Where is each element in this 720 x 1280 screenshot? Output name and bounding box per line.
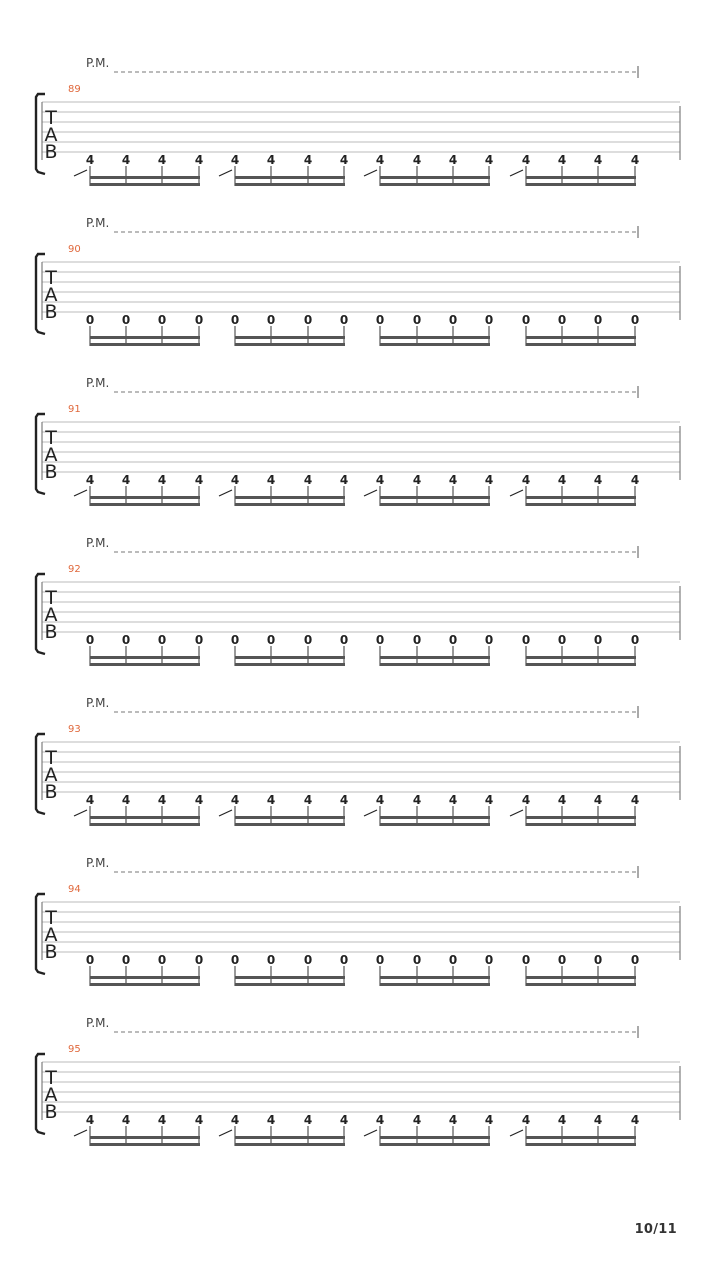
- fret-number: 0: [630, 633, 640, 647]
- fret-number: 4: [448, 473, 458, 487]
- fret-number: 4: [484, 473, 494, 487]
- fret-number: 4: [230, 473, 240, 487]
- fret-number: 0: [303, 633, 313, 647]
- fret-number: 4: [412, 793, 422, 807]
- fret-number: 4: [303, 153, 313, 167]
- tab-clef-letter: B: [44, 781, 58, 803]
- beam-secondary: [526, 343, 636, 346]
- measure-number: 89: [68, 84, 81, 95]
- beam-secondary: [235, 983, 345, 986]
- fret-number: 0: [593, 313, 603, 327]
- fret-number: 4: [375, 793, 385, 807]
- fret-number: 4: [85, 793, 95, 807]
- fret-number: 0: [121, 953, 131, 967]
- palm-mute-label: P.M.: [86, 1016, 110, 1030]
- tab-clef-letter: A: [44, 604, 58, 626]
- fret-number: 0: [157, 313, 167, 327]
- fret-number: 0: [521, 953, 531, 967]
- fret-number: 4: [593, 793, 603, 807]
- slide-mark: [510, 1130, 523, 1136]
- tab-staff: [0, 696, 720, 856]
- fret-number: 0: [303, 313, 313, 327]
- fret-number: 4: [303, 793, 313, 807]
- fret-number: 4: [593, 473, 603, 487]
- tab-staff: [0, 856, 720, 1016]
- fret-number: 0: [339, 313, 349, 327]
- fret-number: 4: [448, 1113, 458, 1127]
- fret-number: 0: [230, 313, 240, 327]
- slide-mark: [74, 170, 87, 176]
- beam-secondary: [90, 983, 200, 986]
- fret-number: 0: [375, 313, 385, 327]
- fret-number: 0: [194, 313, 204, 327]
- tab-system: [0, 1016, 720, 1176]
- fret-number: 4: [85, 1113, 95, 1127]
- fret-number: 4: [266, 793, 276, 807]
- beam-secondary: [90, 343, 200, 346]
- slide-mark: [219, 810, 232, 816]
- tab-clef-letter: A: [44, 1084, 58, 1106]
- measure-number: 91: [68, 404, 81, 415]
- measure-number: 93: [68, 724, 81, 735]
- beam-primary: [235, 496, 345, 499]
- slide-mark: [510, 490, 523, 496]
- fret-number: 0: [266, 633, 276, 647]
- fret-number: 0: [266, 953, 276, 967]
- tab-clef-letter: T: [45, 1067, 57, 1089]
- fret-number: 4: [85, 473, 95, 487]
- fret-number: 4: [484, 153, 494, 167]
- fret-number: 4: [121, 793, 131, 807]
- fret-number: 4: [412, 473, 422, 487]
- fret-number: 0: [448, 313, 458, 327]
- slide-mark: [219, 490, 232, 496]
- beam-secondary: [90, 183, 200, 186]
- fret-number: 4: [339, 473, 349, 487]
- fret-number: 0: [557, 633, 567, 647]
- beam-primary: [380, 656, 490, 659]
- tab-clef-letter: B: [44, 461, 58, 483]
- beam-secondary: [235, 343, 345, 346]
- tab-clef-letter: A: [44, 444, 58, 466]
- beam-secondary: [526, 1143, 636, 1146]
- fret-number: 0: [339, 953, 349, 967]
- fret-number: 0: [85, 953, 95, 967]
- slide-mark: [364, 170, 377, 176]
- beam-secondary: [380, 503, 490, 506]
- fret-number: 0: [630, 953, 640, 967]
- fret-number: 4: [521, 793, 531, 807]
- fret-number: 4: [630, 473, 640, 487]
- tab-clef-letter: A: [44, 124, 58, 146]
- tab-staff: [0, 1016, 720, 1176]
- fret-number: 0: [521, 313, 531, 327]
- tab-clef-letter: B: [44, 141, 58, 163]
- fret-number: 0: [484, 953, 494, 967]
- tab-clef-letter: T: [45, 107, 57, 129]
- beam-primary: [526, 976, 636, 979]
- fret-number: 0: [230, 633, 240, 647]
- fret-number: 4: [157, 473, 167, 487]
- fret-number: 0: [412, 633, 422, 647]
- measure-number: 95: [68, 1044, 81, 1055]
- beam-secondary: [380, 663, 490, 666]
- beam-primary: [235, 656, 345, 659]
- fret-number: 4: [412, 153, 422, 167]
- beam-primary: [90, 976, 200, 979]
- beam-secondary: [380, 823, 490, 826]
- beam-primary: [235, 1136, 345, 1139]
- fret-number: 4: [557, 793, 567, 807]
- beam-secondary: [90, 503, 200, 506]
- fret-number: 0: [448, 953, 458, 967]
- fret-number: 0: [194, 953, 204, 967]
- slide-mark: [364, 810, 377, 816]
- fret-number: 4: [339, 153, 349, 167]
- beam-primary: [90, 176, 200, 179]
- slide-mark: [219, 1130, 232, 1136]
- slide-mark: [74, 1130, 87, 1136]
- fret-number: 0: [521, 633, 531, 647]
- slide-mark: [364, 490, 377, 496]
- beam-primary: [526, 176, 636, 179]
- fret-number: 0: [85, 313, 95, 327]
- fret-number: 4: [230, 793, 240, 807]
- fret-number: 4: [484, 1113, 494, 1127]
- palm-mute-label: P.M.: [86, 536, 110, 550]
- fret-number: 4: [303, 473, 313, 487]
- fret-number: 4: [557, 473, 567, 487]
- palm-mute-label: P.M.: [86, 856, 110, 870]
- beam-secondary: [235, 823, 345, 826]
- fret-number: 0: [266, 313, 276, 327]
- beam-secondary: [380, 983, 490, 986]
- tab-system: [0, 536, 720, 696]
- tab-clef-letter: B: [44, 941, 58, 963]
- fret-number: 4: [157, 1113, 167, 1127]
- fret-number: 0: [412, 953, 422, 967]
- fret-number: 4: [521, 473, 531, 487]
- tab-system: [0, 56, 720, 216]
- fret-number: 4: [630, 153, 640, 167]
- fret-number: 4: [303, 1113, 313, 1127]
- slide-mark: [219, 170, 232, 176]
- beam-primary: [526, 1136, 636, 1139]
- fret-number: 4: [121, 153, 131, 167]
- beam-primary: [380, 336, 490, 339]
- tab-system: [0, 696, 720, 856]
- fret-number: 0: [194, 633, 204, 647]
- fret-number: 4: [448, 153, 458, 167]
- beam-primary: [380, 176, 490, 179]
- fret-number: 4: [593, 1113, 603, 1127]
- beam-secondary: [380, 1143, 490, 1146]
- tab-staff: [0, 536, 720, 696]
- beam-primary: [526, 336, 636, 339]
- fret-number: 0: [339, 633, 349, 647]
- fret-number: 0: [557, 313, 567, 327]
- beam-primary: [90, 816, 200, 819]
- measure-number: 90: [68, 244, 81, 255]
- beam-primary: [526, 816, 636, 819]
- fret-number: 0: [157, 633, 167, 647]
- beam-primary: [90, 656, 200, 659]
- slide-mark: [74, 810, 87, 816]
- fret-number: 4: [630, 1113, 640, 1127]
- fret-number: 4: [121, 1113, 131, 1127]
- beam-secondary: [90, 823, 200, 826]
- fret-number: 4: [375, 1113, 385, 1127]
- fret-number: 0: [230, 953, 240, 967]
- beam-primary: [380, 976, 490, 979]
- palm-mute-label: P.M.: [86, 376, 110, 390]
- slide-mark: [510, 810, 523, 816]
- fret-number: 4: [230, 1113, 240, 1127]
- beam-secondary: [235, 663, 345, 666]
- tab-clef-letter: T: [45, 907, 57, 929]
- fret-number: 4: [339, 1113, 349, 1127]
- fret-number: 4: [593, 153, 603, 167]
- fret-number: 4: [194, 793, 204, 807]
- fret-number: 0: [121, 313, 131, 327]
- fret-number: 4: [557, 1113, 567, 1127]
- fret-number: 4: [266, 153, 276, 167]
- page-number: 10/11: [634, 1222, 677, 1237]
- beam-primary: [235, 976, 345, 979]
- palm-mute-label: P.M.: [86, 216, 110, 230]
- tab-clef-letter: A: [44, 924, 58, 946]
- tab-clef-letter: A: [44, 284, 58, 306]
- beam-primary: [235, 816, 345, 819]
- beam-primary: [380, 1136, 490, 1139]
- fret-number: 4: [630, 793, 640, 807]
- fret-number: 4: [412, 1113, 422, 1127]
- fret-number: 4: [266, 1113, 276, 1127]
- fret-number: 4: [194, 1113, 204, 1127]
- fret-number: 0: [412, 313, 422, 327]
- palm-mute-label: P.M.: [86, 696, 110, 710]
- fret-number: 0: [375, 633, 385, 647]
- beam-secondary: [526, 823, 636, 826]
- beam-primary: [90, 496, 200, 499]
- fret-number: 0: [375, 953, 385, 967]
- beam-secondary: [526, 183, 636, 186]
- fret-number: 4: [230, 153, 240, 167]
- fret-number: 0: [484, 313, 494, 327]
- palm-mute-label: P.M.: [86, 56, 110, 70]
- tab-system: [0, 216, 720, 376]
- beam-secondary: [526, 983, 636, 986]
- fret-number: 4: [375, 473, 385, 487]
- tab-staff: [0, 216, 720, 376]
- fret-number: 0: [484, 633, 494, 647]
- tab-system: [0, 856, 720, 1016]
- fret-number: 4: [157, 793, 167, 807]
- beam-primary: [526, 496, 636, 499]
- beam-primary: [235, 336, 345, 339]
- fret-number: 4: [521, 153, 531, 167]
- tab-system: [0, 376, 720, 536]
- fret-number: 0: [557, 953, 567, 967]
- fret-number: 4: [557, 153, 567, 167]
- tab-clef-letter: B: [44, 621, 58, 643]
- beam-primary: [90, 1136, 200, 1139]
- beam-primary: [235, 176, 345, 179]
- tab-staff: [0, 56, 720, 216]
- tab-clef-letter: B: [44, 1101, 58, 1123]
- beam-secondary: [235, 503, 345, 506]
- fret-number: 0: [121, 633, 131, 647]
- beam-primary: [380, 496, 490, 499]
- beam-primary: [526, 656, 636, 659]
- fret-number: 4: [194, 153, 204, 167]
- fret-number: 0: [85, 633, 95, 647]
- beam-secondary: [235, 1143, 345, 1146]
- slide-mark: [364, 1130, 377, 1136]
- fret-number: 0: [593, 953, 603, 967]
- measure-number: 94: [68, 884, 81, 895]
- fret-number: 4: [157, 153, 167, 167]
- slide-mark: [510, 170, 523, 176]
- beam-secondary: [235, 183, 345, 186]
- tab-clef-letter: A: [44, 764, 58, 786]
- fret-number: 0: [303, 953, 313, 967]
- beam-primary: [90, 336, 200, 339]
- beam-secondary: [526, 503, 636, 506]
- fret-number: 4: [85, 153, 95, 167]
- fret-number: 0: [157, 953, 167, 967]
- tab-clef-letter: T: [45, 747, 57, 769]
- tab-clef-letter: T: [45, 427, 57, 449]
- beam-secondary: [90, 663, 200, 666]
- fret-number: 4: [521, 1113, 531, 1127]
- tab-clef-letter: T: [45, 587, 57, 609]
- tab-clef-letter: T: [45, 267, 57, 289]
- fret-number: 4: [339, 793, 349, 807]
- fret-number: 0: [593, 633, 603, 647]
- beam-secondary: [90, 1143, 200, 1146]
- fret-number: 4: [484, 793, 494, 807]
- fret-number: 4: [121, 473, 131, 487]
- measure-number: 92: [68, 564, 81, 575]
- fret-number: 4: [194, 473, 204, 487]
- fret-number: 4: [448, 793, 458, 807]
- tab-clef-letter: B: [44, 301, 58, 323]
- fret-number: 4: [266, 473, 276, 487]
- fret-number: 0: [448, 633, 458, 647]
- beam-secondary: [380, 343, 490, 346]
- fret-number: 4: [375, 153, 385, 167]
- slide-mark: [74, 490, 87, 496]
- fret-number: 0: [630, 313, 640, 327]
- beam-secondary: [380, 183, 490, 186]
- beam-secondary: [526, 663, 636, 666]
- tab-staff: [0, 376, 720, 536]
- beam-primary: [380, 816, 490, 819]
